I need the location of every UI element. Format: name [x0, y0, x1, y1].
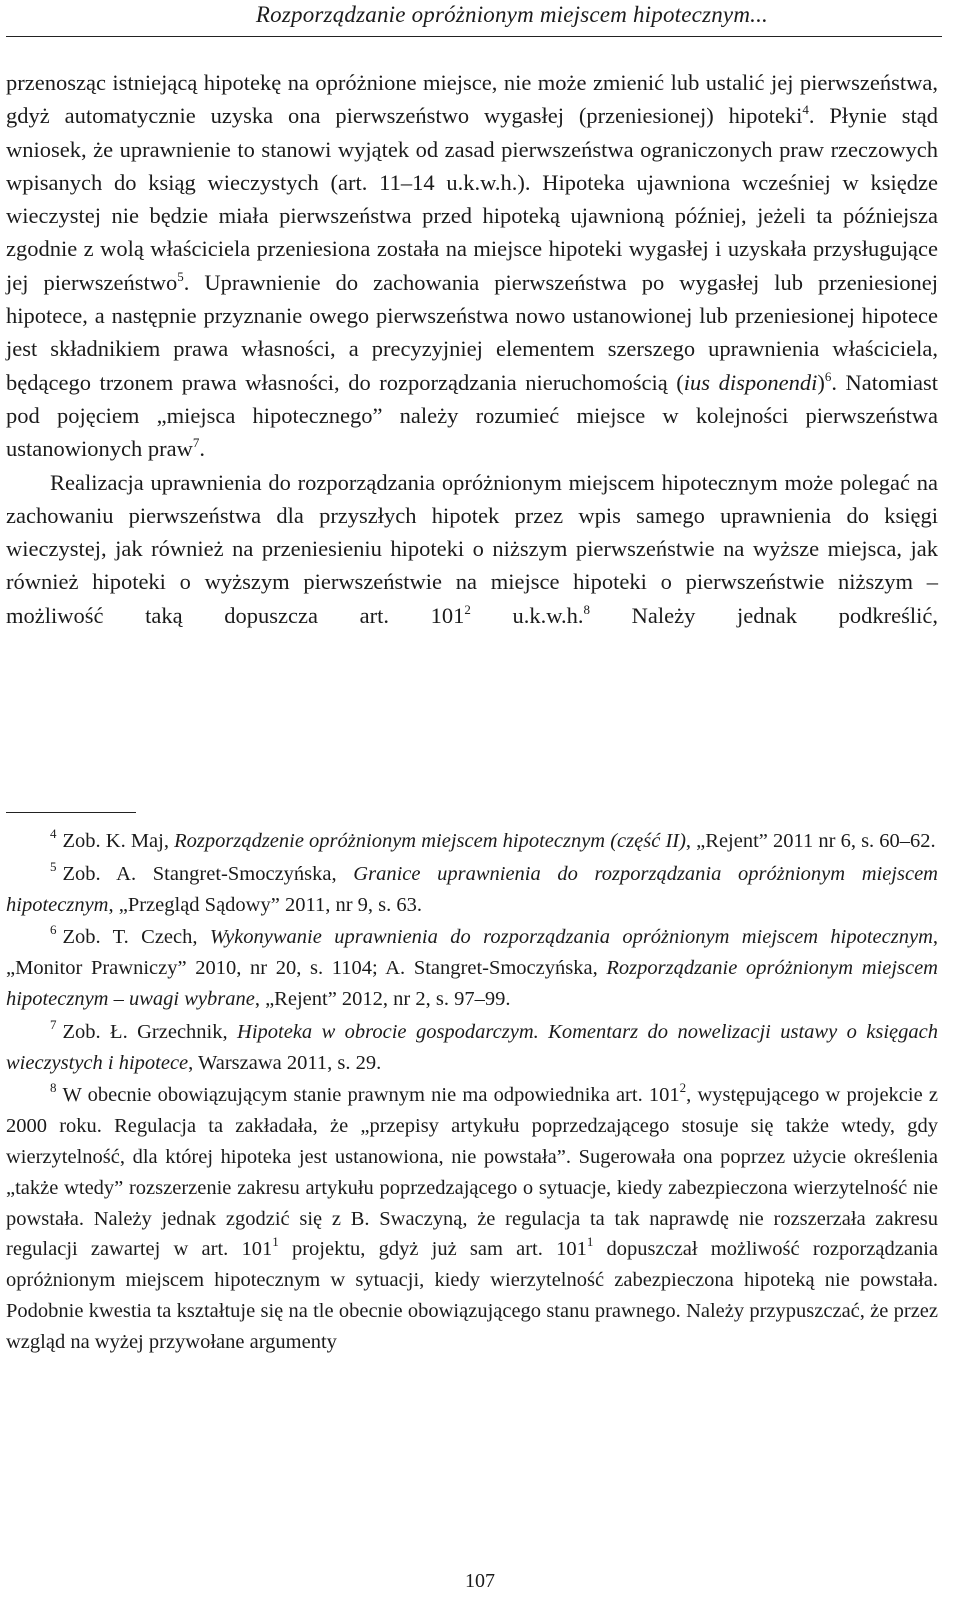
- text-span: , „Rejent” 2011 nr 6, s. 60–62.: [685, 830, 936, 852]
- text-span: . Uprawnienie do zachowania pierwszeństwa po wygasłej lub przeniesionej hipotece, a następnie przyznanie owego pierwszeństwa nowo ustanowionej lub przeniesionej hipotece jest składnikiem prawa własności, a precyzyjniej elementem szerszego uprawnienia właściciela, będącego trzonem prawa własności, do rozporządzania nieruchomością (: [6, 269, 938, 395]
- text-span: , Warszawa 2011, s. 29.: [188, 1051, 382, 1074]
- footnote-ref-7: 7: [192, 435, 200, 451]
- text-span: . Płynie stąd wniosek, że uprawnienie to stanowi wyjątek od zasad pierwszeństwa ograniczonych praw rzeczowych wpisanych do ksiąg wieczystych (art. 11–14 u.k.w.h.). Hipoteka ujawniona wcześniej w księdze wieczystej nie będzie miała pierwszeństwa przed hipoteką ujawnioną później, jeżeli ta późniejsza zgodnie z wolą właściciela przeniesiona została na miejsce hipoteki wygasłej i uzyskała przysługujące jej pierwszeństwo: [6, 103, 938, 295]
- text-span: ): [817, 369, 825, 395]
- work-title: Granice uprawnienia do rozporządzania opróżnionym miejscem hipotecznym: [6, 862, 938, 916]
- footnote-8: [6, 1080, 938, 1357]
- footnote-7: [6, 1017, 938, 1079]
- work-title: Rozporządzenie opróżnionym miejscem hipotecznym (część II): [174, 830, 686, 852]
- work-title: Wykonywanie uprawnienia do rozporządzania opróżnionym miejscem hipotecznym: [209, 926, 933, 949]
- paragraph-1: [6, 66, 938, 466]
- footnote-number: 7: [50, 1016, 57, 1032]
- running-title: Rozporządzanie opróżnionym miejscem hipotecznym...: [255, 2, 768, 27]
- footnote-ref-6: 6: [824, 368, 832, 384]
- text-span: u.k.w.h.: [470, 602, 584, 628]
- page-number: 107: [465, 1570, 495, 1592]
- footnote-4: [6, 826, 938, 857]
- article-superscript: 1: [272, 1234, 279, 1250]
- text-span: przenosząc istniejącą hipotekę na opróżnione miejsce, nie może zmienić lub ustalić jej pierwszeństwa, gdyż automatycznie uzyska ona pierwszeństwo wygasłej (przeniesionej) hipoteki: [6, 70, 938, 129]
- text-span: dopuszczał możliwość rozporządzania opróżnionym miejscem hipotecznym w sytuacji, kiedy wierzytelność zabezpieczona hipoteką nie powstała. Podobnie kwestia ta kształtuje się na tle obecnie obowiązującego stanu prawnego. Należy przypuszczać, że przez wzgląd na wyżej przywołane argumenty: [6, 1238, 939, 1353]
- footnote-6: [6, 922, 938, 1014]
- article-superscript: 2: [679, 1080, 687, 1096]
- footnote-ref-5: 5: [177, 268, 184, 284]
- footnote-separator: [6, 812, 136, 813]
- work-title: Hipoteka w obrocie gospodarczym. Komentarz do nowelizacji ustawy o księgach wieczystych i hipotece: [6, 1020, 938, 1074]
- text-span: , „Rejent” 2012, nr 2, s. 97–99.: [254, 987, 511, 1010]
- main-text: [6, 66, 938, 632]
- footnote-number: 5: [50, 858, 57, 874]
- footnotes: [6, 826, 938, 1358]
- text-span: , „Monitor Prawniczy” 2010, nr 20, s. 1104; A. Stangret-Smoczyńska,: [6, 926, 938, 980]
- footnote-number: 6: [50, 922, 57, 938]
- text-span: W obecnie obowiązującym stanie prawnym nie ma odpowiednika art. 101: [62, 1084, 680, 1107]
- text-span: projektu, gdyż już sam art. 101: [278, 1238, 587, 1261]
- text-span: Zob. Ł. Grzechnik,: [62, 1020, 238, 1043]
- text-span: . Natomiast pod pojęciem „miejsca hipotecznego” należy rozumieć miejsce w kolejności pierwszeństwa ustanowionych praw: [6, 369, 938, 462]
- text-span: .: [199, 436, 205, 462]
- footnote-ref-4: 4: [802, 102, 809, 118]
- text-span: Zob. K. Maj,: [62, 830, 175, 852]
- text-span: , „Przegląd Sądowy” 2011, nr 9, s. 63.: [108, 893, 423, 916]
- work-title: Rozporządzanie opróżnionym miejscem hipotecznym – uwagi wybrane: [6, 957, 938, 1010]
- latin-phrase: ius disponendi: [683, 369, 818, 395]
- footnote-number: 4: [50, 826, 57, 841]
- footnote-number: 8: [50, 1080, 57, 1096]
- running-header: [6, 0, 942, 37]
- article-superscript: 2: [464, 601, 471, 617]
- text-span: , występującego w projekcie z 2000 roku. Regulacja ta zakładała, że „przepisy artykułu poprzedzającego stosuje się także wtedy, gdy wierzytelność, dla której hipoteka jest ustanowiona, nie powstała”. Sugerowała ona poprzez użycie określenia „także wtedy” rozszerzenie zakresu artykułu poprzedzającego o sytuacje, kiedy zabezpieczona wierzytelność nie powstała. Należy jednak zgodzić się z B. Swaczyną, że regulacja ta tak naprawdę nie rozszerzała zakresu regulacji zawartej w art. 101: [6, 1084, 938, 1261]
- text-span: Należy jednak podkreślić,: [590, 602, 938, 628]
- paragraph-2: [6, 466, 938, 632]
- text-span: Zob. A. Stangret-Smoczyńska,: [62, 862, 354, 885]
- text-span: Realizacja uprawnienia do rozporządzania opróżnionym miejscem hipotecznym może polegać na zachowaniu pierwszeństwa dla przyszłych hipotek przez wpis samego uprawnienia do księgi wieczystej, jak również na przeniesieniu hipoteki o niższym pierwszeństwie na wyższe miejsca, jak również hipoteki o wyższym pierwszeństwie na miejsce hipoteki o pierwszeństwie niższym – możliwość taką dopuszcza art. 101: [6, 469, 938, 628]
- article-superscript: 1: [586, 1234, 594, 1250]
- footnote-5: [6, 859, 938, 921]
- footnote-ref-8: 8: [583, 601, 591, 617]
- text-span: Zob. T. Czech,: [62, 926, 210, 949]
